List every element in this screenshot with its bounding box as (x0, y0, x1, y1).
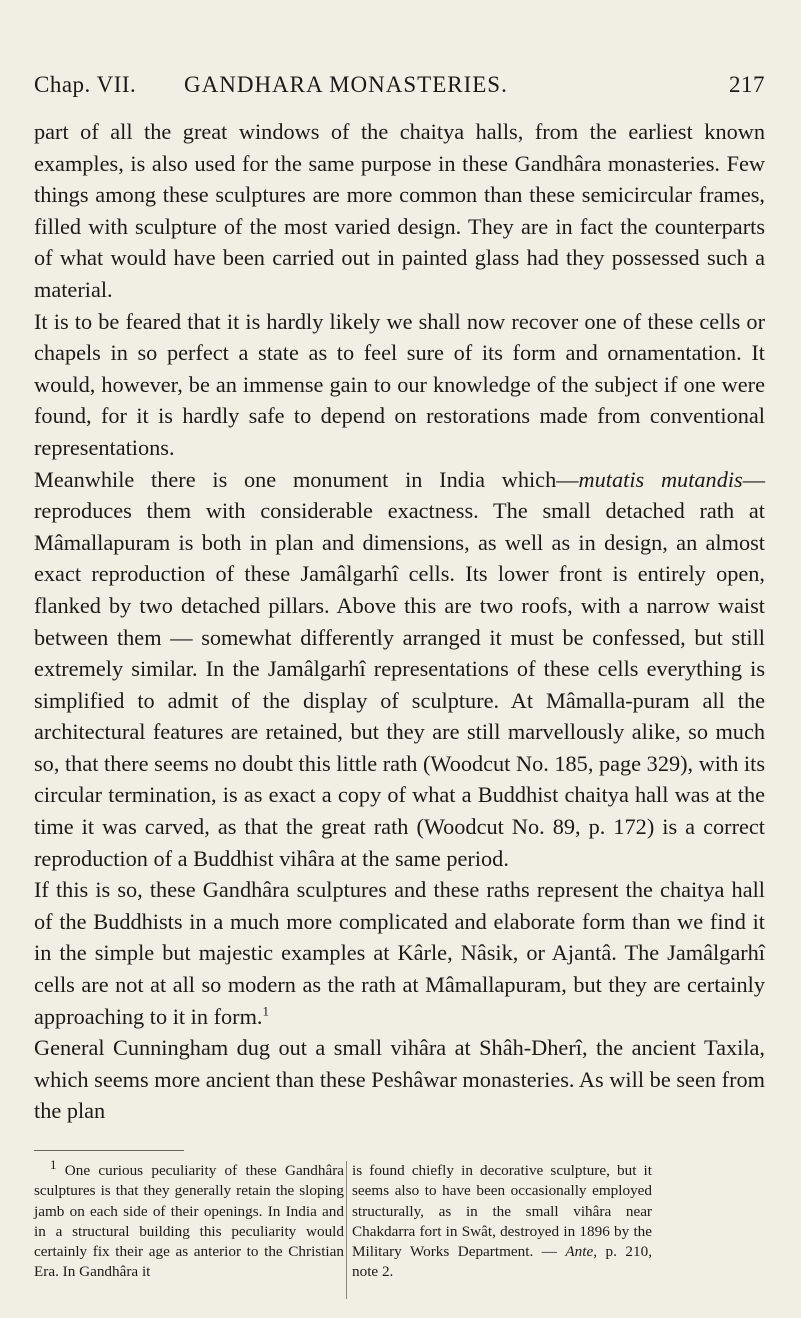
footnote-column-divider (346, 1161, 347, 1299)
footnote-right-post: , p. 210, note 2. (352, 1243, 652, 1281)
page-title: GANDHARA MONASTERIES. (184, 72, 508, 97)
footnote-marker: 1 (50, 1156, 57, 1172)
paragraph-4-text: If this is so, these Gandhâra sculptures and these raths represent the chaitya hall of the Buddhists in a much more complicated and elaborate form than we find it in the simple but majestic examples at Kârle, Nâsik, or Ajantâ. The Jamâlgarhî cells are not at all so modern as the rath at Mâmallapuram, but they are certainly approaching to it in form. (34, 877, 765, 1029)
paragraph-1: part of all the great windows of the chaitya halls, from the earliest known examples, is also used for the same purpose in these Gandhâra monasteries. Few things among these sculptures are more common than these semicircular frames, filled with sculpture of the most varied design. They are in fact the counterparts of what would have been carried out in painted glass had they possessed such a material. (34, 119, 765, 302)
paragraph-2: It is to be feared that it is hardly likely we shall now recover one of these cells or chapels in so perfect a state as to feel sure of its form and ornamentation. It would, however, be an immense gain to our knowledge of the subject if one were found, for it is hardly safe to depend on restorations made from conventional representations. (34, 308, 765, 460)
footnote-left-body: One curious peculiarity of these Gandhâra sculptures is that they generally retain the sloping jamb on each side of their openings. In India and in a structural building this peculiarity would certainly fix their age as anterior to the Christian Era. In Gandhâra it (34, 1162, 345, 1281)
footnote-right-pre: is found chiefly in decorative sculpture, but it seems also to have been occasionally employed structurally, as in the small vihâra near Chakdarra fort in Swât, destroyed in 1896 by the Military Works Department. — (352, 1162, 652, 1261)
footnote-left-column (34, 1156, 345, 1283)
footnote-rule (34, 1150, 184, 1151)
paragraph-3-post: —reproduces them with considerable exactness. The small detached rath at Mâmallapuram is both in plan and dimensions, as well as in design, an almost exact reproduction of these Jamâlgarhî cells. Its lower front is entirely open, flanked by two detached pillars. Above this are two roofs, with a narrow waist between them — somewhat differently arranged it must be confessed, but still extremely similar. In the Jamâlgarhî representations of these cells everything is simplified to admit of the display of sculpture. At Mâmalla-puram all the architectural features are retained, but they are still marvellously alike, so much so, that there seems no doubt this little rath (Woodcut No. 185, page 329), with its circular termination, is as exact a copy of what a Buddhist chaitya hall was at the time it was carved, as that the great rath (Woodcut No. 89, p. 172) is a correct reproduction of a Buddhist vihâra at the same period. (34, 466, 766, 871)
chapter-label: Chap. VII. (34, 72, 137, 97)
latin-phrase: mutatis mutandis (578, 466, 743, 492)
running-head (34, 72, 765, 104)
footnote-left-text (34, 1156, 345, 1283)
body-text (34, 116, 765, 1127)
paragraph-3-pre: Meanwhile there is one monument in India which— (34, 466, 579, 492)
footnote-ante: Ante (565, 1243, 594, 1261)
paragraph-3 (34, 464, 765, 875)
paragraph-5: General Cunningham dug out a small vihâra at Shâh-Dherî, the ancient Taxila, which seems more ancient than these Peshâwar monasteries. As will be seen from the plan (34, 1035, 765, 1124)
footnote-right-column (352, 1161, 652, 1283)
paragraph-4 (34, 874, 765, 1032)
page-number: 217 (729, 72, 765, 97)
footnote-reference: 1 (262, 1003, 269, 1019)
